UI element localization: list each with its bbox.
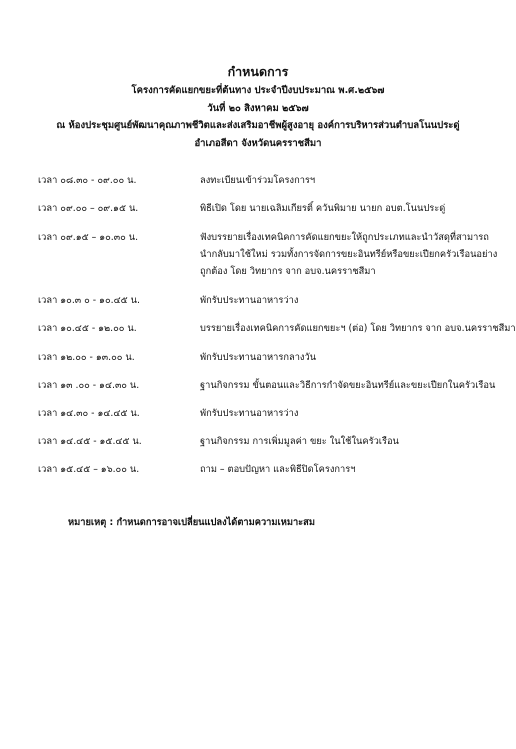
- schedule-time: เวลา ๑๒.๐๐ - ๑๓.๐๐ น.: [38, 352, 135, 363]
- activity-line: นำกลับมาใช้ใหม่ รวมทั้งการจัดการขยะอินทรีย์หรือขยะเปียกครัวเรือนอย่าง: [200, 249, 498, 260]
- schedule-activity: [200, 349, 506, 366]
- schedule-activity: [200, 405, 506, 422]
- activity-line: ฐานกิจกรรม ขั้นตอนและวิธีการกำจัดขยะอินทรีย์และขยะเปียกในครัวเรือน: [200, 380, 496, 391]
- schedule-activity: [200, 172, 506, 189]
- activity-line: ถาม – ตอบปัญหา และพิธีปิดโครงการฯ: [200, 464, 356, 475]
- event-location: อำเภอสีดา จังหวัดนครราชสีมา: [194, 137, 322, 149]
- activity-line: พักรับประทานอาหารว่าง: [200, 295, 299, 306]
- event-venue: ณ ห้องประชุมศูนย์พัฒนาคุณภาพชีวิตและส่งเสริมอาชีพผู้สูงอายุ องค์การบริหารส่วนตำบลโนนประดู่: [56, 120, 460, 131]
- schedule-time: เวลา ๑๓ .๐๐ - ๑๔.๓๐ น.: [38, 380, 140, 391]
- schedule-time: เวลา ๐๙.๐๐ – ๐๙.๑๕ น.: [38, 203, 139, 214]
- activity-line: บรรยายเรื่องเทคนิคการคัดแยกขยะฯ (ต่อ) โดย วิทยากร จาก อบจ.นครราชสีมา: [200, 323, 516, 334]
- activity-line: ฟังบรรยายเรื่องเทคนิคการคัดแยกขยะให้ถูกประเภทและนำวัสดุที่สามารถ: [200, 232, 489, 243]
- activity-line: พิธีเปิด โดย นายเฉลิมเกียรติ์ ควันพิมาย นายก อบต.โนนประดู่: [200, 203, 446, 214]
- schedule-activity: [200, 229, 506, 280]
- activity-line: พักรับประทานอาหารว่าง: [200, 408, 299, 419]
- schedule-activity: [200, 200, 506, 217]
- document-title: กำหนดการ: [227, 64, 289, 79]
- schedule-time: เวลา ๑๐.๓ ๐ - ๑๐.๔๕ น.: [38, 295, 140, 306]
- schedule-activity: [200, 292, 506, 309]
- schedule-activity: [200, 377, 506, 394]
- activity-line: ฐานกิจกรรม การเพิ่มมูลค่า ขยะ ในใช้ในครัวเรือน: [200, 436, 399, 447]
- schedule-time: เวลา ๑๔.๓๐ - ๑๔.๔๕ น.: [38, 408, 140, 419]
- schedule-activity: [200, 320, 516, 337]
- activity-line: พักรับประทานอาหารกลางวัน: [200, 352, 317, 363]
- schedule-time: เวลา ๐๘.๓๐ - ๐๙.๐๐ น.: [38, 175, 137, 186]
- event-date: วันที่ ๒๐ สิงหาคม ๒๕๖๗: [207, 102, 309, 114]
- schedule-activity: [200, 433, 506, 450]
- schedule-activity: [200, 461, 506, 478]
- schedule-time: เวลา ๑๔.๔๕ - ๑๕.๔๕ น.: [38, 436, 142, 447]
- activity-line: ถูกต้อง โดย วิทยากร จาก อบจ.นครราชสีมา: [200, 266, 376, 277]
- schedule-time: เวลา ๐๙.๑๕ – ๑๐.๓๐ น.: [38, 232, 139, 243]
- schedule-time: เวลา ๑๐.๔๕ - ๑๒.๐๐ น.: [38, 323, 137, 334]
- activity-line: ลงทะเบียนเข้าร่วมโครงการฯ: [200, 175, 316, 186]
- footnote: หมายเหตุ : กำหนดการอาจเปลี่ยนแปลงได้ตามความเหมาะสม: [68, 517, 315, 528]
- schedule-time: เวลา ๑๕.๔๕ – ๑๖.๐๐ น.: [38, 464, 140, 475]
- project-name: โครงการคัดแยกขยะที่ต้นทาง ประจำปีงบประมาณ พ.ศ.๒๕๖๗: [131, 85, 385, 96]
- document-header: [0, 62, 516, 152]
